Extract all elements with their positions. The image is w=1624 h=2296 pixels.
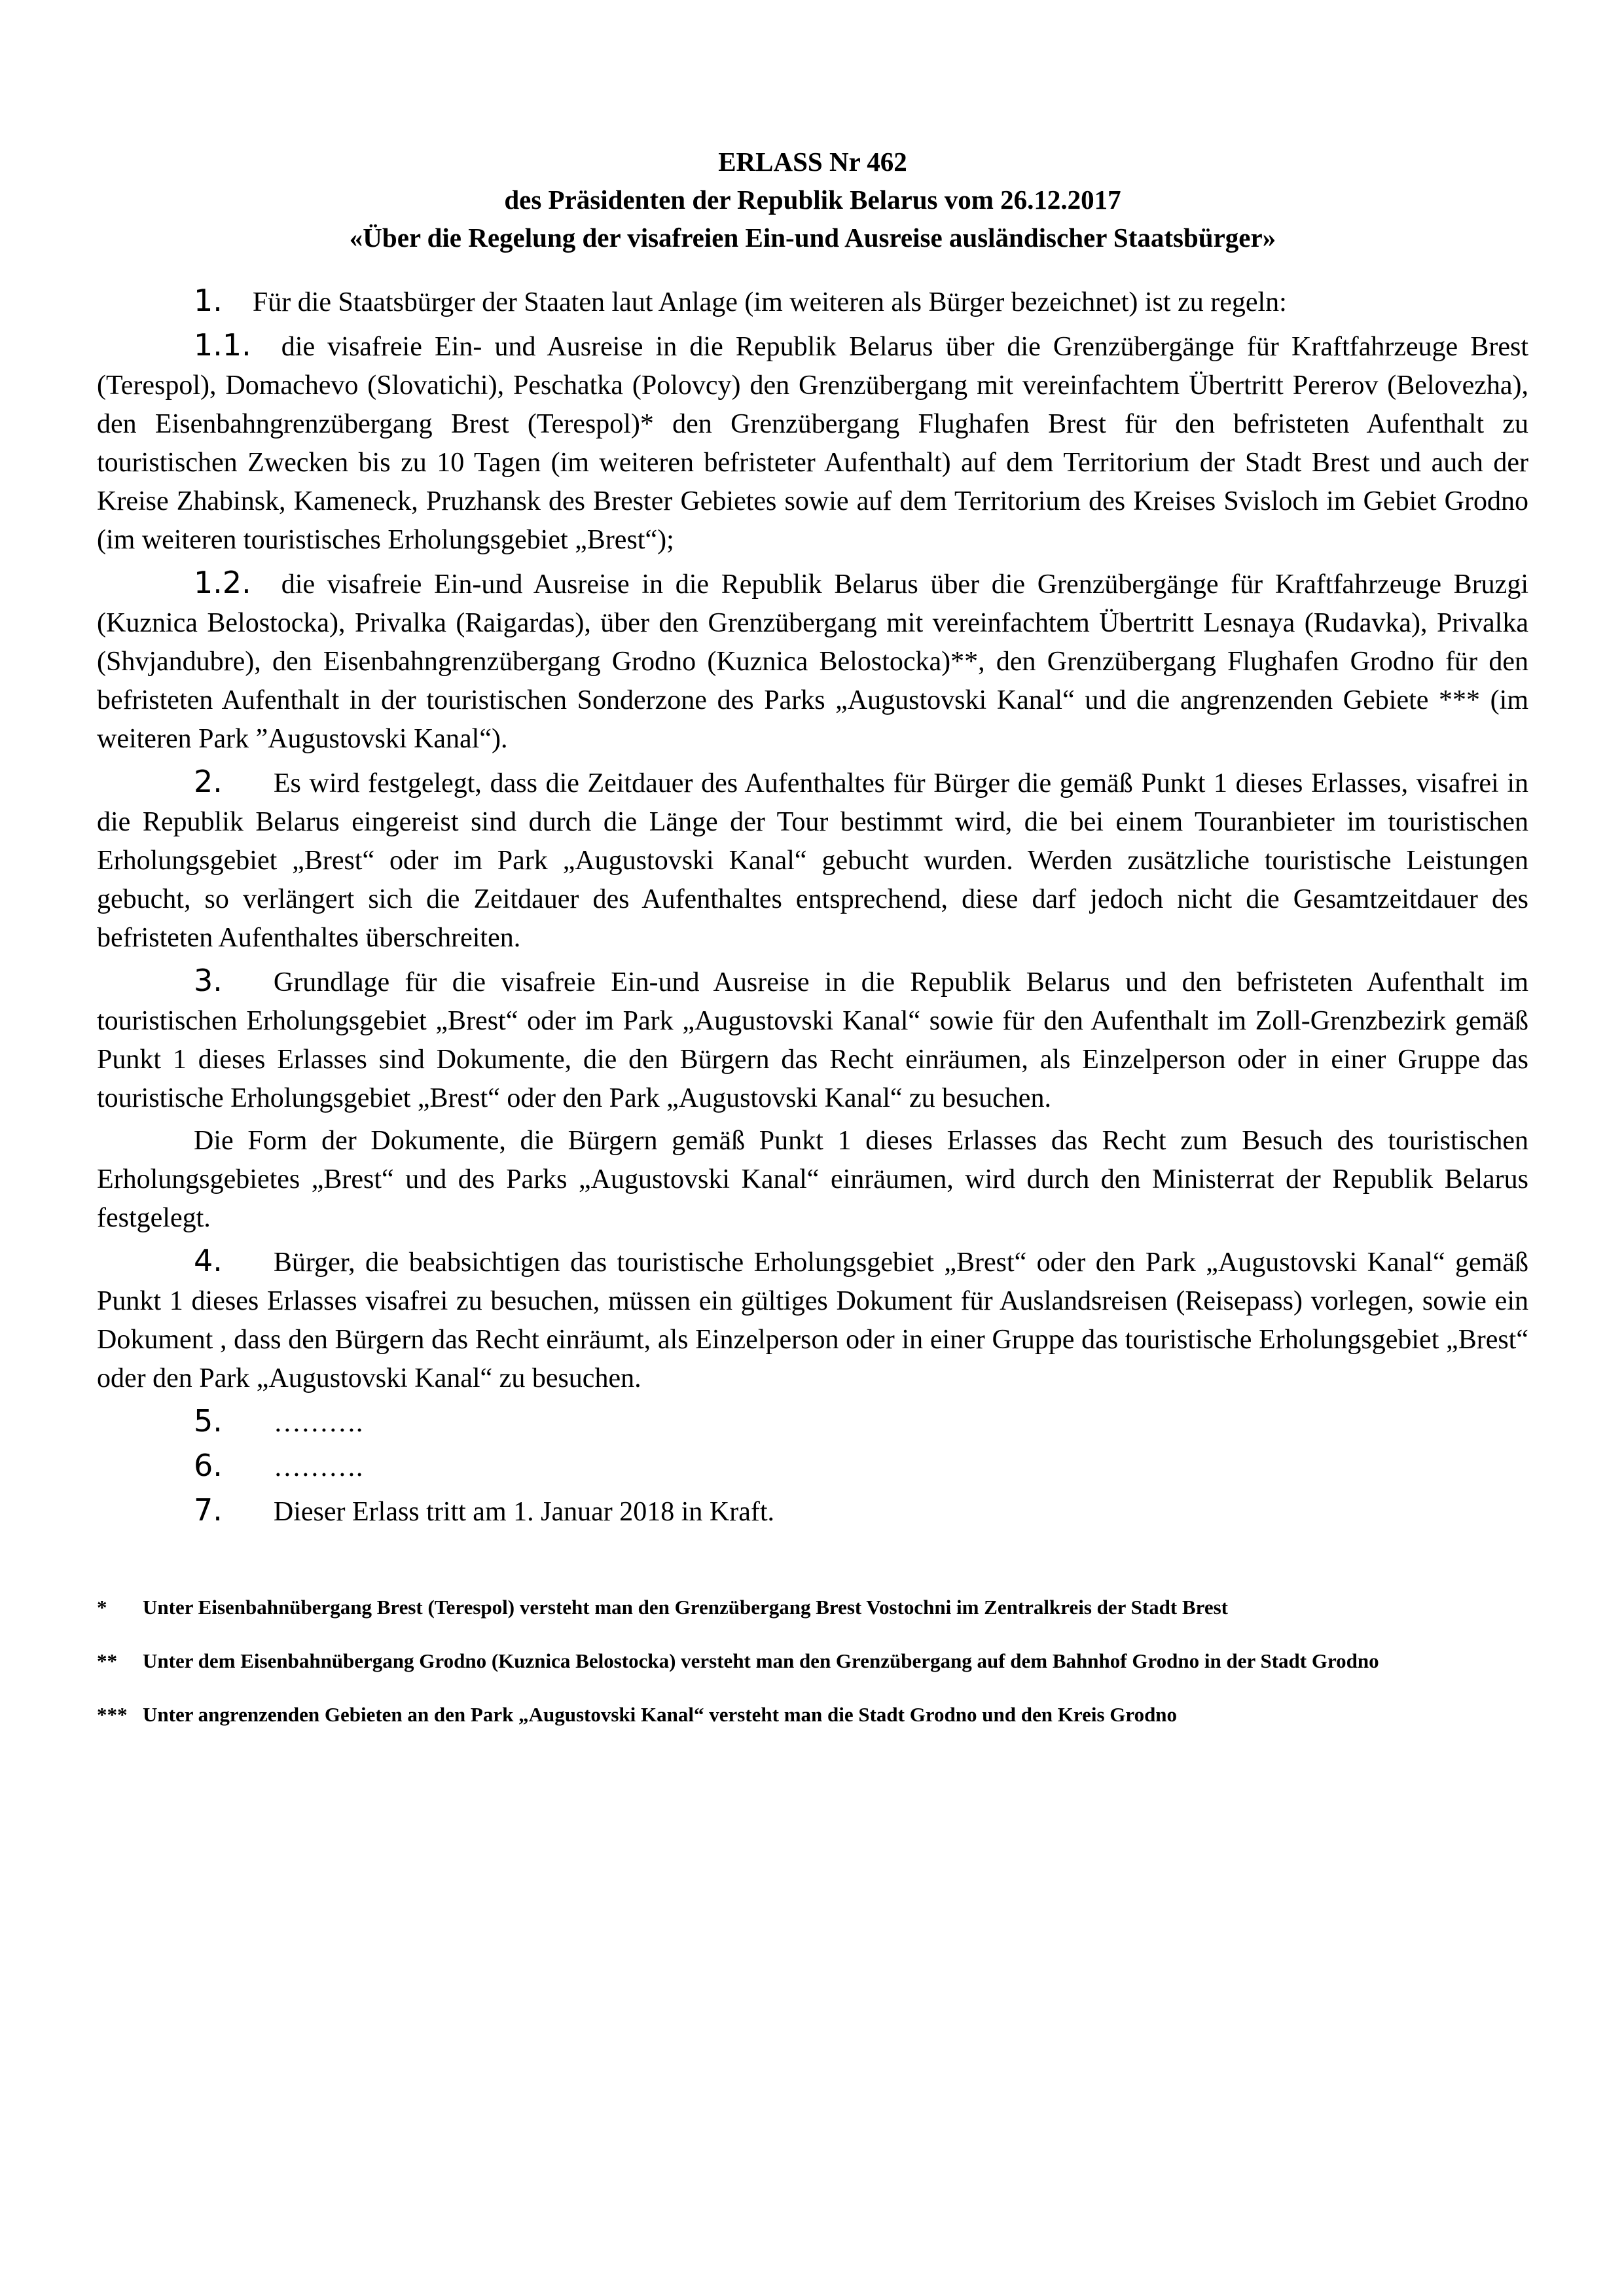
paragraph-6 [97, 1446, 1528, 1487]
footnote-text: Unter Eisenbahnübergang Brest (Terespol) versteht man den Grenzübergang Brest Vostochni im Zentralkreis der Stadt Brest [143, 1596, 1228, 1619]
footnote-2 [97, 1648, 1528, 1674]
title-line-decree: ERLASS Nr 462 [718, 147, 907, 177]
document-title [97, 143, 1528, 257]
paragraph-number: 1. [194, 283, 223, 318]
paragraph-number: 5. [194, 1403, 223, 1439]
footnote-1 [97, 1594, 1528, 1621]
footnote-mark: * [97, 1596, 107, 1619]
paragraph-text: Grundlage für die visafreie Ein-und Ausreise in die Republik Belarus und den befristeten Aufenthalt im touristischen Erholungsgebiet „Brest“ oder im Park „Augustovski Kanal“ sowie für den Aufenthalt im Zoll-Grenzbezirk gemäß Punkt 1 dieses Erlasses sind Dokumente, die den Bürgern das Recht einräumen, als Einzelperson oder in einer Gruppe das touristische Erholungsgebiet „Brest“ oder den Park „Augustovski Kanal“ zu besuchen. [97, 967, 1528, 1113]
footnote-text: Unter angrenzenden Gebieten an den Park „Augustovski Kanal“ versteht man die Stadt Grodno und den Kreis Grodno [143, 1703, 1178, 1726]
paragraph-text: Bürger, die beabsichtigen das touristische Erholungsgebiet „Brest“ oder den Park „Augustovski Kanal“ gemäß Punkt 1 dieses Erlasses visafrei zu besuchen, müssen ein gültiges Dokument für Auslandsreisen (Reisepass) vorlegen, sowie ein Dokument , dass den Bürgern das Recht einräumt, als Einzelperson oder in einer Gruppe das touristische Erholungsgebiet „Brest“ oder den Park „Augustovski Kanal“ zu besuchen. [97, 1247, 1528, 1393]
paragraph-text: Die Form der Dokumente, die Bürgern gemäß Punkt 1 dieses Erlasses das Recht zum Besuch des touristischen Erholungsgebietes „Brest“ und des Parks „Augustovski Kanal“ einräumen, wird durch den Ministerrat der Republik Belarus festgelegt. [97, 1126, 1528, 1233]
footnote-mark: *** [97, 1703, 128, 1726]
paragraph-text: Für die Staatsbürger der Staaten laut Anlage (im weiteren als Bürger bezeichnet) ist zu regeln: [252, 287, 1287, 317]
footnote-mark: ** [97, 1649, 117, 1672]
paragraph-text: ………. [273, 1452, 363, 1482]
paragraph-number: 3. [194, 963, 223, 998]
paragraph-text: die visafreie Ein-und Ausreise in die Republik Belarus über die Grenzübergänge für Kraftfahrzeuge Bruzgi (Kuznica Belostocka), Privalka (Raigardas), über den Grenzübergang mit vereinfachtem Übertritt Lesnaya (Rudavka), Privalka (Shvjandubre), den Eisenbahngrenzübergang Grodno (Kuznica Belostocka)**, den Grenzübergang Flughafen Grodno für den befristeten Aufenthalt in der touristischen Sonderzone des Parks „Augustovski Kanal“ und die angrenzenden Gebiete *** (im weiteren Park ”Augustovski Kanal“). [97, 569, 1528, 754]
paragraph-2 [97, 762, 1528, 958]
footnotes [97, 1594, 1528, 1728]
paragraph-text: ………. [273, 1408, 363, 1438]
paragraph-number: 4. [194, 1243, 223, 1278]
paragraph-3 [97, 961, 1528, 1118]
paragraph-number: 2. [194, 764, 223, 799]
document-body [97, 281, 1528, 1532]
footnote-text: Unter dem Eisenbahnübergang Grodno (Kuznica Belostocka) versteht man den Grenzübergang auf dem Bahnhof Grodno in der Stadt Grodno [143, 1649, 1379, 1672]
paragraph-number: 6. [194, 1448, 223, 1483]
paragraph-1 [97, 281, 1528, 322]
title-line-issuer: des Präsidenten der Republik Belarus vom 26.12.2017 [504, 185, 1121, 215]
paragraph-7 [97, 1491, 1528, 1532]
paragraph-text: Dieser Erlass tritt am 1. Januar 2018 in Kraft. [273, 1497, 775, 1527]
paragraph-1-1 [97, 326, 1528, 560]
paragraph-4 [97, 1242, 1528, 1398]
paragraph-number: 7. [194, 1492, 223, 1528]
paragraph-text: Es wird festgelegt, dass die Zeitdauer des Aufenthaltes für Bürger die gemäß Punkt 1 dieses Erlasses, visafrei in die Republik Belarus eingereist sind durch die Länge der Tour bestimmt wird, die bei einem Touranbieter im touristischen Erholungsgebiet „Brest“ oder im Park „Augustovski Kanal“ gebucht wurden. Werden zusätzliche touristische Leistungen gebucht, so verlängert sich die Zeitdauer des Aufenthaltes entsprechend, diese darf jedoch nicht die Gesamtzeitdauer des befristeten Aufenthaltes überschreiten. [97, 768, 1528, 953]
footnote-3 [97, 1702, 1528, 1728]
paragraph-number: 1.2. [194, 565, 251, 600]
paragraph-number: 1.1. [194, 327, 251, 363]
paragraph-1-2 [97, 564, 1528, 759]
paragraph-text: die visafreie Ein- und Ausreise in die Republik Belarus über die Grenzübergänge für Kraftfahrzeuge Brest (Terespol), Domachevo (Slovatichi), Peschatka (Polovcy) den Grenzübergang mit vereinfachtem Übertritt Pererov (Belovezha), den Eisenbahngrenzübergang Brest (Terespol)* den Grenzübergang Flughafen Brest für den befristeten Aufenthalt zu touristischen Zwecken bis zu 10 Tagen (im weiteren befristeter Aufenthalt) auf dem Territorium der Stadt Brest und auch der Kreise Zhabinsk, Kameneck, Pruzhansk des Brester Gebietes sowie auf dem Territorium des Kreises Svisloch im Gebiet Grodno (im weiteren touristisches Erholungsgebiet „Brest“); [97, 332, 1528, 555]
paragraph-3-continued [97, 1122, 1528, 1238]
document-page [97, 143, 1528, 1755]
paragraph-5 [97, 1402, 1528, 1443]
title-line-subject: «Über die Regelung der visafreien Ein-und Ausreise ausländischer Staatsbürger» [349, 223, 1276, 253]
